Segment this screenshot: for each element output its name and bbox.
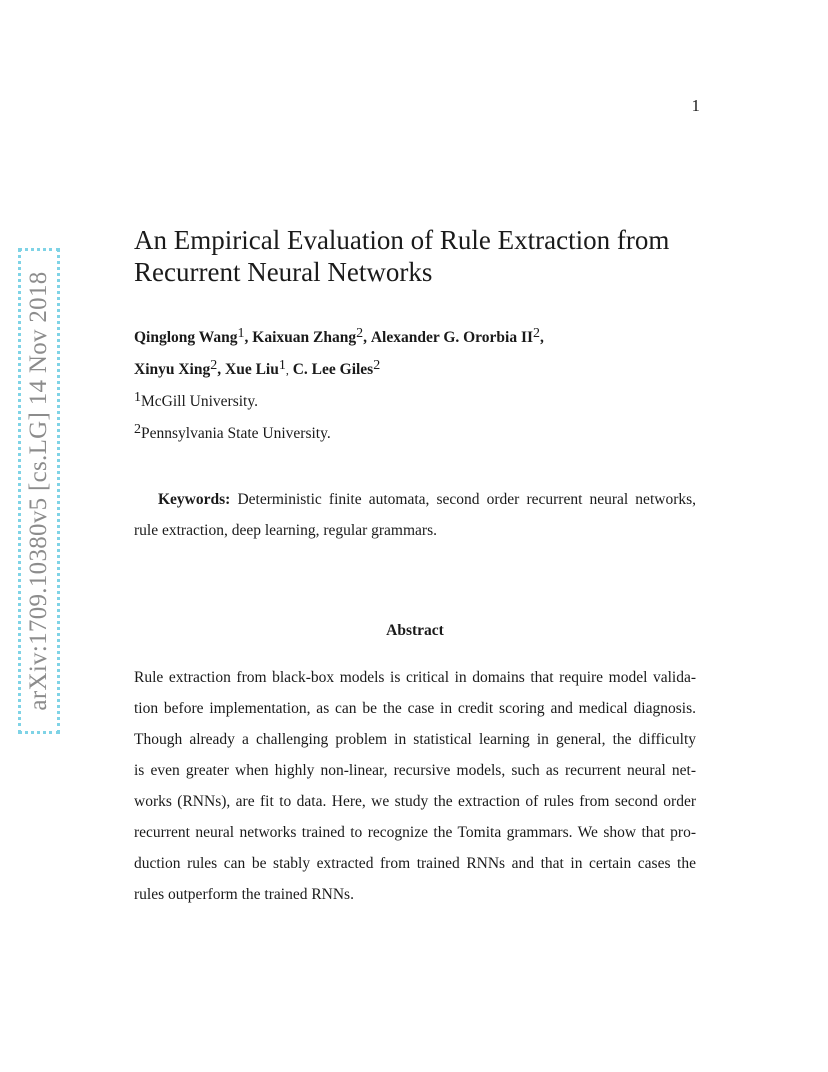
abstract-line: duction rules can be stably extracted from trained RNNs and that in certain cases the [134,855,696,872]
author-line-2 [134,354,714,386]
author-line-1 [134,322,714,354]
author: Xue Liu$^1$, [225,358,289,378]
abstract-line: works (RNNs), are fit to data. Here, we study the extraction of rules from second order [134,793,696,810]
author: Qinglong Wang$^1$, [134,326,249,346]
title-line-1: An Empirical Evaluation of Rule Extraction from [134,225,670,255]
abstract-line: rules outperform the trained RNNs. [134,886,354,903]
author: Alexander G. Ororbia $II^2$, [370,326,544,346]
abstract-line: Though already a challenging problem in statistical learning in general, the difficulty [134,731,696,748]
arxiv-identifier: arXiv:1709.10380v5 [cs.LG] 14 Nov 2018 [25,271,52,711]
abstract-line: recurrent neural networks trained to recognize the Tomita grammars. We show that pro- [134,824,696,841]
abstract-line: tion before implementation, as can be the case in credit scoring and medical diagnosis. [134,700,696,717]
abstract-heading: Abstract [386,622,444,639]
author: Kaixuan Zhang$^2$, [252,326,367,346]
author-block [134,322,714,450]
author: Xinyu Xing$^2$, [134,358,222,378]
keywords [134,484,696,546]
affiliation: $^1$McGill University. [134,390,258,410]
title-line-2: Recurrent Neural Networks [134,257,433,287]
abstract-line: Rule extraction from black-box models is critical in domains that require model valida- [134,669,696,686]
keywords-text: Deterministic finite automata, second order recurrent neural networks, rule extraction, deep learning, regular grammars. [134,491,697,539]
abstract-body [134,662,696,910]
abstract-line: is even greater when highly non-linear, recursive models, such as recurrent neural net- [134,762,696,779]
page-number: 1 [691,96,700,115]
affiliation: $^2$Pennsylvania State University. [134,422,331,442]
author: C. Lee Giles$^2$ [292,358,381,378]
keywords-label: Keywords: [158,491,231,508]
paper-title [134,224,714,288]
arxiv-side-stamp [18,248,60,734]
